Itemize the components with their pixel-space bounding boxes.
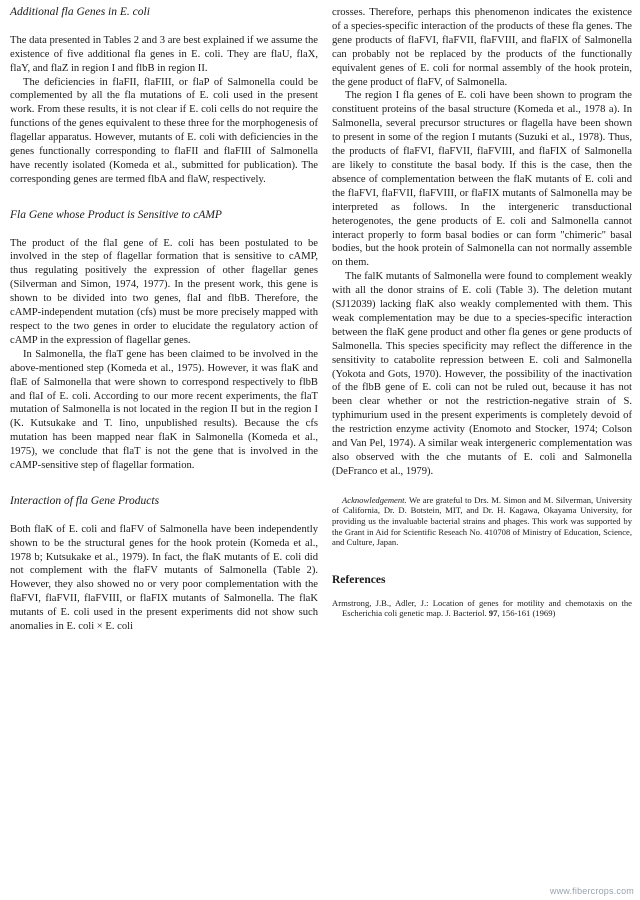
right-column — [332, 6, 632, 634]
body-paragraph: Both flaK of E. coli and flaFV of Salmonella have been independently shown to be the structural genes for the hook protein (Komeda et al., 1978 b; Kutsukake et al., 1979). In fact, the flaK mutants of E. coli did not complement with the flaFV mutants of Salmonella (Table 2). However, they also showed no or very poor complementation with the flaFVI, flaFVII, flaFVIII, or flaFIX mutants of Salmonella. The flaK mutants of E. coli used in the present experiments did not show such anomalies in E. coli × E. coli — [10, 523, 318, 633]
body-paragraph: The product of the flaI gene of E. coli has been postulated to be involved in the step of flagellar formation that is sensitive to cAMP, thus regulating positively the expression of other flagellar genes (Silverman and Simon, 1974, 1977). In the present work, this gene is shown to be divided into two genes, flaI and flbB. Therefore, the cAMP-independent mutation (cfs) must be more precisely mapped with respect to the two genes in order to elucidate the regulatory action of cAMP in the expression of flagellar genes. — [10, 237, 318, 346]
references-heading: References — [332, 573, 386, 586]
reference-pages: , 156-161 (1969) — [497, 608, 556, 619]
section-heading-camp-gene: Fla Gene whose Product is Sensitive to cAMP — [10, 208, 222, 221]
section-heading-gene-products: Interaction of fla Gene Products — [10, 494, 160, 507]
body-paragraph: In Salmonella, the flaT gene has been claimed to be involved in the above-mentioned step (Komeda et al., 1975). However, it was flaK and flaE of Salmonella that were shown to correspond respectively to flbB and flaI of E. coli. According to our more recent experiments, the flaT mutation of Salmonella is not located in the region II but in the region I (K. Kutsukake and T. Iino, unpublished results). Because the cfs mutation has been mapped near flaK in Salmonella (Komeda et al., 1975), we conclude that flaT is not the gene that is involved in the cAMP-sensitive step of flagellar formation. — [10, 348, 318, 472]
body-paragraph: crosses. Therefore, perhaps this phenomenon indicates the existence of a species-specific interaction of the products of these fla genes. The gene products of flaFVI, flaFVII, flaFVIII, and flaFIX of Salmonella can probably not be replaced by the products of the functionally equivalent genes of E. coli for normal assembly of the hook protein, the gene product of flaFV, of Salmonella. — [332, 7, 632, 88]
reference-entry — [332, 598, 632, 619]
acknowledgement-text: We are grateful to Drs. M. Simon and M. Silverman, University of California, Dr. D. Botstein, MIT, and Dr. H. Kagawa, Okayama University, for providing us the invaluable bacterial strains and phages. This work was supported by the Grant in Aid for Scientific Reseach No. 410708 of Ministry of Education, Science, and Culture, Japan. — [332, 494, 632, 548]
two-column-layout — [10, 6, 632, 634]
body-paragraph: The data presented in Tables 2 and 3 are best explained if we assume the existence of five additional fla genes in E. coli. They are flaU, flaX, flaY, and flaZ in region I and flbB in region II. — [10, 34, 318, 74]
watermark: www.fibercrops.com — [549, 886, 634, 896]
acknowledgement-label: Acknowledgement. — [342, 494, 407, 505]
body-paragraph: The region I fla genes of E. coli have been shown to program the constituent proteins of the basal structure (Komeda et al., 1978 a). In Salmonella, several precursor structures or flagella have been shown to present in some of the region I mutants (Suzuki et al., 1978). Thus, the products of flaFVI, flaFVII, flaFVIII, and flaFIX of Salmonella are likely to constitute the basal body. If this is the case, then the absence of complementation between the flaK mutants of E. coli and the flaFVI, flaFVII, flaFVIII, or flaFIX mutants of Salmonella may be interpreted as follows. In the intergeneric transductional heterogenotes, the gene products of E. coli and Salmonella cannot interact properly to form basal bodies or can form "chimeric" basal bodies, but the hook protein of Salmonella can not normally assemble on them. — [332, 90, 632, 269]
reference-volume: 97 — [488, 608, 498, 619]
left-column — [10, 6, 318, 634]
reference-text: Armstrong, J.B., Adler, J.: Location of genes for motility and chemotaxis on the Escherichia coli genetic map. J. Bacteriol. — [332, 597, 632, 619]
acknowledgement — [332, 495, 632, 548]
body-paragraph: The falK mutants of Salmonella were found to complement weakly with all the donor strains of E. coli (Table 3). The deletion mutant (SJ12039) lacking flaK also weakly complemented with them. This weak complementation may be due to a species-specific interaction between the flaK gene product and other fla genes or gene products of Salmonella. This species specificity may reflect the difference in the sensitivity to catabolite repression between E. coli and Salmonella (Yokota and Gots, 1970). However, the possibility of the inactivation of the flbB gene of E. coli can not be ruled out, because it has not been clear whether or not the restriction-negative strain of S. typhimurium used in the present experiments is completely devoid of the restriction enzyme activity (Enomoto and Stocker, 1974; Colson and Van Pel, 1974). A similar weak intergeneric complementation was also observed with the che mutants of E. coli and Salmonella (DeFranco et al., 1979). — [332, 271, 632, 477]
section-heading-additional-fla-genes: Additional fla Genes in E. coli — [10, 6, 150, 18]
body-paragraph: The deficiencies in flaFII, flaFIII, or flaP of Salmonella could be complemented by all the fla mutations of E. coli used in the present work. From these results, it is not clear if E. coli cells do not require the functions of the genes equivalent to these three for the morphogenesis of flagellar apparatus. However, mutants of E. coli with deficiencies in the genes functionally corresponding to flaFII and flaFIII of Salmonella have recently isolated (Komeda et al., submitted for publication). The corresponding genes are termed flbA and flaW, respectively. — [10, 76, 319, 185]
